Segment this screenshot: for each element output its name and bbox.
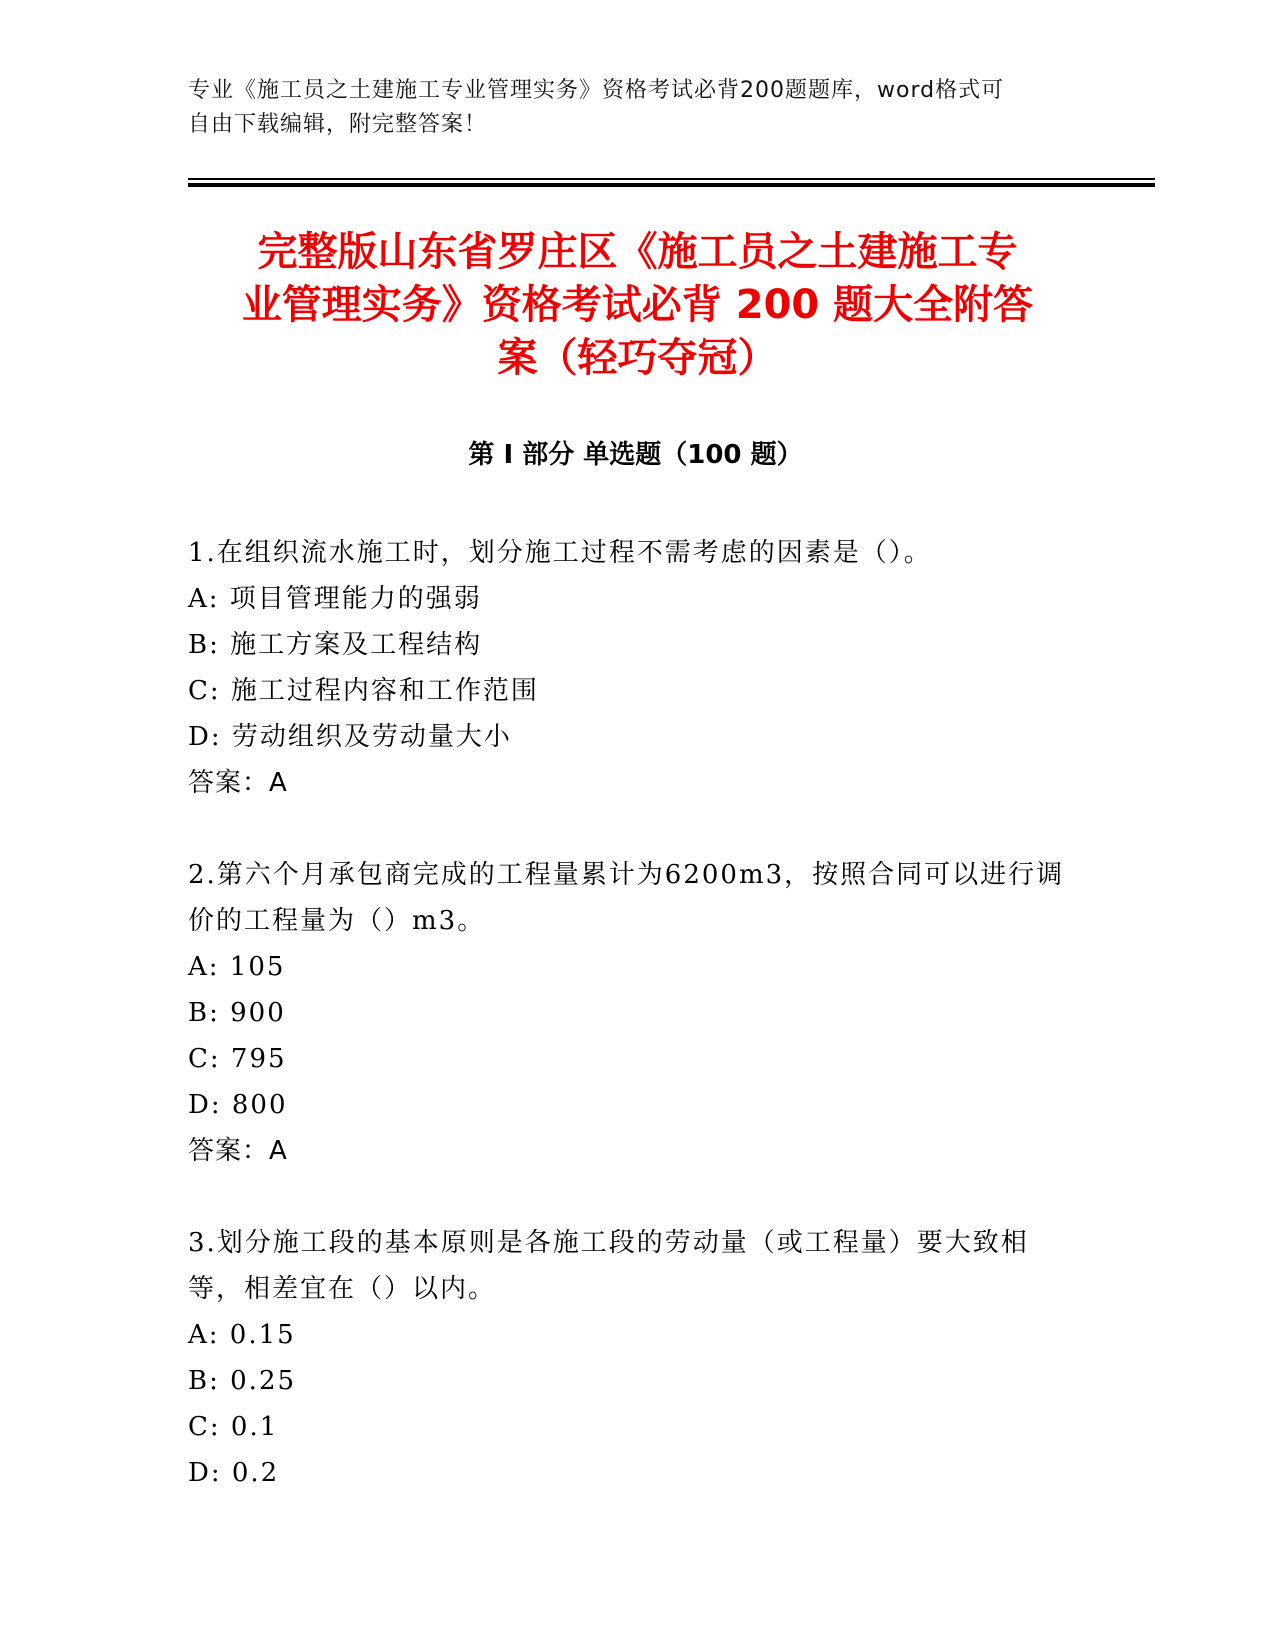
- option-d: D: 劳动组织及劳动量大小: [188, 722, 512, 752]
- document-title-line-3: 案（轻巧夺冠）: [497, 335, 778, 381]
- header-note: [188, 74, 1068, 142]
- option-a: A: 105: [188, 952, 286, 982]
- document-title-line-2: 业管理实务》资格考试必背 200 题大全附答: [241, 282, 1034, 328]
- option-d: D: 0.2: [188, 1458, 280, 1488]
- header-note-line-2: 自由下载编辑，附完整答案！: [188, 112, 488, 137]
- option-c: C: 795: [188, 1044, 287, 1074]
- question-text: [188, 530, 1068, 576]
- question-1: [188, 530, 1068, 806]
- document-title: [190, 226, 1085, 385]
- section-heading: 第 I 部分 单选题（100 题）: [468, 440, 803, 470]
- question-text-line: 等，相差宜在（）以内。: [188, 1274, 497, 1304]
- question-text: [188, 1220, 1068, 1312]
- question-text-line: 价的工程量为（）m3。: [188, 906, 486, 936]
- option-a: A: 项目管理能力的强弱: [188, 584, 482, 614]
- option-c: C: 施工过程内容和工作范围: [188, 676, 539, 706]
- question-3: [188, 1220, 1068, 1496]
- option-d: D: 800: [188, 1090, 288, 1120]
- header-note-line-1: 专业《施工员之土建施工专业管理实务》资格考试必背200题题库，word格式可: [188, 78, 1005, 103]
- question-list: [188, 530, 1068, 1542]
- option-b: B: 0.25: [188, 1366, 297, 1396]
- document-title-line-1: 完整版山东省罗庄区《施工员之土建施工专: [257, 229, 1018, 275]
- question-text: [188, 852, 1068, 944]
- option-c: C: 0.1: [188, 1412, 279, 1442]
- question-2: [188, 852, 1068, 1174]
- option-b: B: 施工方案及工程结构: [188, 630, 483, 660]
- header-divider-thick: [188, 183, 1155, 187]
- question-text-line: 2.第六个月承包商完成的工程量累计为6200m3，按照合同可以进行调: [188, 860, 1065, 890]
- question-text-line: 3.划分施工段的基本原则是各施工段的劳动量（或工程量）要大致相: [188, 1228, 1029, 1258]
- question-text-line: 1.在组织流水施工时，划分施工过程不需考虑的因素是（）。: [188, 538, 932, 568]
- option-b: B: 900: [188, 998, 286, 1028]
- answer: 答案：A: [188, 1136, 288, 1166]
- option-a: A: 0.15: [188, 1320, 296, 1350]
- answer: 答案：A: [188, 768, 288, 798]
- header-divider-thin: [188, 178, 1155, 180]
